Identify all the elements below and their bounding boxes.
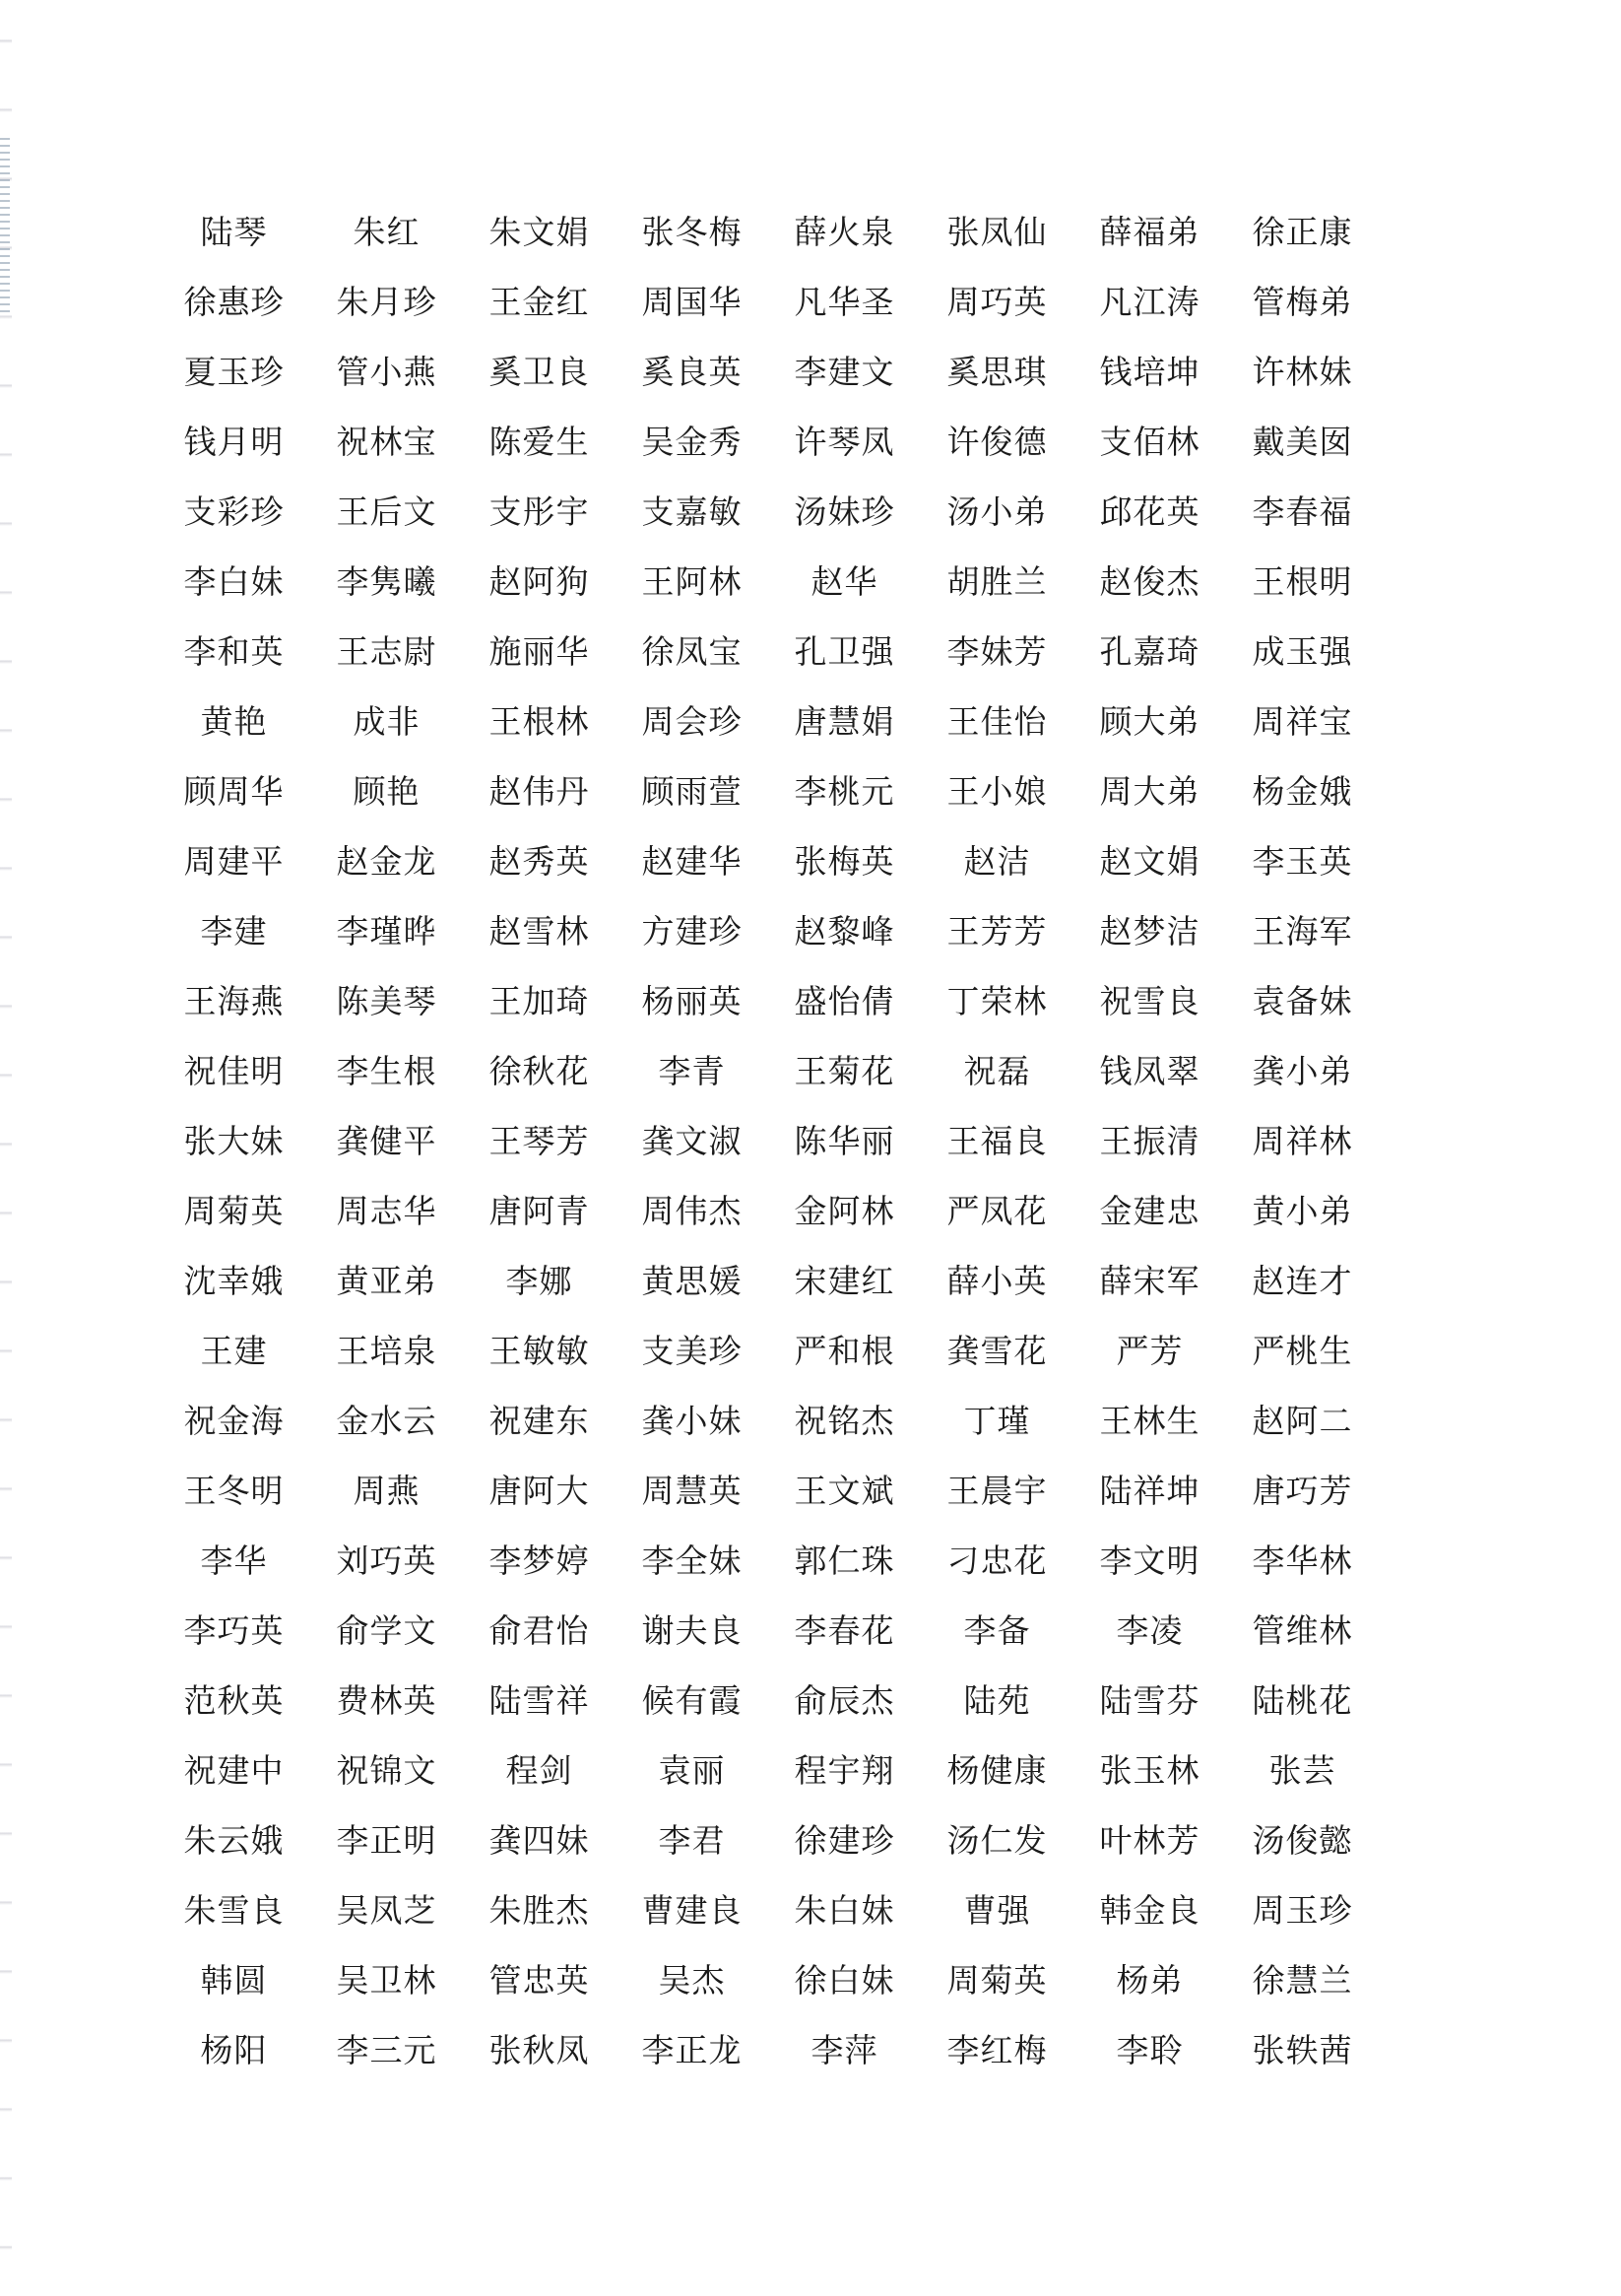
name-entry: 凡华圣 [794,283,895,321]
name-entry: 李正龙 [641,2031,743,2069]
name-entry: 李正明 [336,1821,437,1860]
name-entry: 汤小弟 [946,492,1048,531]
name-entry: 管小燕 [336,353,437,391]
name-entry: 曹强 [963,1891,1031,1930]
name-entry: 顾艳 [353,772,421,811]
name-entry: 唐巧芳 [1252,1472,1353,1510]
name-entry: 王志尉 [336,632,437,671]
name-entry: 杨金娥 [1252,772,1353,811]
name-entry: 王林生 [1099,1402,1200,1440]
name-entry: 朱红 [353,213,421,251]
name-entry: 王后文 [336,492,437,531]
name-entry: 丁瑾 [963,1402,1031,1440]
name-entry: 李萍 [810,2031,878,2069]
name-entry: 李君 [658,1821,726,1860]
name-entry: 夏玉珍 [183,353,285,391]
name-entry: 龚小弟 [1252,1052,1353,1090]
name-entry: 陈华丽 [794,1122,895,1160]
name-entry: 祝建中 [183,1751,285,1790]
name-entry: 朱雪良 [183,1891,285,1930]
name-entry: 王冬明 [183,1472,285,1510]
name-entry: 金阿林 [794,1192,895,1230]
name-entry: 王芳芳 [946,912,1048,951]
name-entry: 李聆 [1116,2031,1184,2069]
name-entry: 张轶茜 [1252,2031,1353,2069]
name-entry: 赵华 [810,562,878,601]
name-entry: 戴美囡 [1252,423,1353,461]
name-entry: 陆琴 [200,213,268,251]
name-entry: 杨阳 [200,2031,268,2069]
name-entry: 邱花英 [1099,492,1200,531]
name-entry: 陈美琴 [336,982,437,1020]
name-entry: 刘巧英 [336,1542,437,1580]
name-entry: 李梦婷 [488,1542,590,1580]
name-entry: 李隽曦 [336,562,437,601]
name-entry: 黄艳 [200,702,268,741]
name-entry: 成非 [353,702,421,741]
name-entry: 王根明 [1252,562,1353,601]
name-entry: 范秋英 [183,1681,285,1720]
name-entry: 管维林 [1252,1611,1353,1650]
name-entry: 李和英 [183,632,285,671]
name-entry: 袁丽 [658,1751,726,1790]
name-entry: 陆雪芬 [1099,1681,1200,1720]
name-entry: 张玉林 [1099,1751,1200,1790]
name-entry: 黄思媛 [641,1262,743,1300]
name-entry: 许俊德 [946,423,1048,461]
name-entry: 唐慧娟 [794,702,895,741]
name-list-grid [158,197,1398,2085]
name-entry: 赵洁 [963,842,1031,881]
name-entry: 李红梅 [946,2031,1048,2069]
name-entry: 周玉珍 [1252,1891,1353,1930]
name-entry: 王加琦 [488,982,590,1020]
name-entry: 陆桃花 [1252,1681,1353,1720]
name-entry: 张大妹 [183,1122,285,1160]
name-entry: 周巧英 [946,283,1048,321]
name-entry: 周燕 [353,1472,421,1510]
name-entry: 周伟杰 [641,1192,743,1230]
name-entry: 王金红 [488,283,590,321]
name-entry: 赵梦洁 [1099,912,1200,951]
name-entry: 钱凤翠 [1099,1052,1200,1090]
name-entry: 薛小英 [946,1262,1048,1300]
name-entry: 支佰林 [1099,423,1200,461]
name-entry: 徐凤宝 [641,632,743,671]
name-entry: 李娜 [505,1262,573,1300]
name-entry: 严和根 [794,1332,895,1370]
name-entry: 王文斌 [794,1472,895,1510]
name-entry: 朱文娟 [488,213,590,251]
name-entry: 龚健平 [336,1122,437,1160]
name-entry: 吴卫林 [336,1961,437,2000]
name-entry: 张冬梅 [641,213,743,251]
name-entry: 俞学文 [336,1611,437,1650]
name-entry: 支彩珍 [183,492,285,531]
name-entry: 李生根 [336,1052,437,1090]
name-entry: 祝林宝 [336,423,437,461]
name-entry: 李华林 [1252,1542,1353,1580]
name-entry: 费林英 [336,1681,437,1720]
name-entry: 俞君怡 [488,1611,590,1650]
name-entry: 袁备妹 [1252,982,1353,1020]
name-entry: 程宇翔 [794,1751,895,1790]
name-entry: 钱培坤 [1099,353,1200,391]
name-entry: 周会珍 [641,702,743,741]
name-entry: 祝金海 [183,1402,285,1440]
name-entry: 王佳怡 [946,702,1048,741]
name-entry: 奚良英 [641,353,743,391]
name-entry: 金建忠 [1099,1192,1200,1230]
name-entry: 李建文 [794,353,895,391]
scan-edge-artifact [0,0,12,2296]
name-entry: 管忠英 [488,1961,590,2000]
name-entry: 支彤宇 [488,492,590,531]
name-entry: 徐白妹 [794,1961,895,2000]
name-entry: 龚文淑 [641,1122,743,1160]
name-entry: 王敏敏 [488,1332,590,1370]
name-entry: 凡江涛 [1099,283,1200,321]
name-entry: 薛宋军 [1099,1262,1200,1300]
name-entry: 李春花 [794,1611,895,1650]
name-entry: 陆雪祥 [488,1681,590,1720]
name-entry: 祝锦文 [336,1751,437,1790]
name-entry: 赵金龙 [336,842,437,881]
name-entry: 薛福弟 [1099,213,1200,251]
name-entry: 盛怡倩 [794,982,895,1020]
name-entry: 徐正康 [1252,213,1353,251]
name-entry: 祝佳明 [183,1052,285,1090]
name-entry: 周祥宝 [1252,702,1353,741]
name-entry: 王琴芳 [488,1122,590,1160]
name-entry: 王海军 [1252,912,1353,951]
name-entry: 李白妹 [183,562,285,601]
name-entry: 王小娘 [946,772,1048,811]
name-entry: 杨丽英 [641,982,743,1020]
name-entry: 张凤仙 [946,213,1048,251]
name-entry: 严芳 [1116,1332,1184,1370]
name-entry: 赵文娟 [1099,842,1200,881]
name-entry: 周建平 [183,842,285,881]
name-entry: 汤妹珍 [794,492,895,531]
name-entry: 许林妹 [1252,353,1353,391]
name-entry: 韩金良 [1099,1891,1200,1930]
name-entry: 黄小弟 [1252,1192,1353,1230]
name-entry: 周大弟 [1099,772,1200,811]
name-entry: 王晨宇 [946,1472,1048,1510]
name-entry: 李玉英 [1252,842,1353,881]
name-entry: 赵俊杰 [1099,562,1200,601]
name-entry: 支嘉敏 [641,492,743,531]
name-entry: 许琴凤 [794,423,895,461]
name-entry: 祝磊 [963,1052,1031,1090]
name-entry: 孔嘉琦 [1099,632,1200,671]
name-entry: 金水云 [336,1402,437,1440]
name-entry: 汤仁发 [946,1821,1048,1860]
name-entry: 周国华 [641,283,743,321]
name-entry: 程剑 [505,1751,573,1790]
name-entry: 龚小妹 [641,1402,743,1440]
name-entry: 赵雪林 [488,912,590,951]
name-entry: 祝建东 [488,1402,590,1440]
name-entry: 赵连才 [1252,1262,1353,1300]
name-entry: 俞辰杰 [794,1681,895,1720]
name-entry: 朱月珍 [336,283,437,321]
name-entry: 李凌 [1116,1611,1184,1650]
name-entry: 赵建华 [641,842,743,881]
name-entry: 吴凤芝 [336,1891,437,1930]
name-entry: 叶林芳 [1099,1821,1200,1860]
name-entry: 李青 [658,1052,726,1090]
name-entry: 王根林 [488,702,590,741]
name-entry: 薛火泉 [794,213,895,251]
name-entry: 王福良 [946,1122,1048,1160]
name-entry: 李三元 [336,2031,437,2069]
name-entry: 杨弟 [1116,1961,1184,2000]
name-entry: 徐建珍 [794,1821,895,1860]
name-entry: 奚卫良 [488,353,590,391]
name-entry: 吴杰 [658,1961,726,2000]
name-entry: 陆祥坤 [1099,1472,1200,1510]
name-entry: 徐秋花 [488,1052,590,1090]
name-entry: 赵伟丹 [488,772,590,811]
name-entry: 顾雨萱 [641,772,743,811]
name-entry: 李备 [963,1611,1031,1650]
name-entry: 王菊花 [794,1052,895,1090]
name-entry: 管梅弟 [1252,283,1353,321]
name-entry: 曹建良 [641,1891,743,1930]
name-entry: 周慧英 [641,1472,743,1510]
name-entry: 刁忠花 [946,1542,1048,1580]
name-entry: 宋建红 [794,1262,895,1300]
name-entry: 李妹芳 [946,632,1048,671]
name-entry: 杨健康 [946,1751,1048,1790]
name-entry: 李建 [200,912,268,951]
name-entry: 龚四妹 [488,1821,590,1860]
name-entry: 丁荣林 [946,982,1048,1020]
name-entry: 祝雪良 [1099,982,1200,1020]
name-entry: 奚思琪 [946,353,1048,391]
name-entry: 李巧英 [183,1611,285,1650]
name-entry: 周菊英 [183,1192,285,1230]
name-entry: 韩圆 [200,1961,268,2000]
name-entry: 严凤花 [946,1192,1048,1230]
name-entry: 候有霞 [641,1681,743,1720]
name-entry: 王海燕 [183,982,285,1020]
name-entry: 张芸 [1268,1751,1336,1790]
name-entry: 张秋凤 [488,2031,590,2069]
name-entry: 朱白妹 [794,1891,895,1930]
name-entry: 唐阿青 [488,1192,590,1230]
name-entry: 胡胜兰 [946,562,1048,601]
name-entry: 赵阿二 [1252,1402,1353,1440]
name-entry: 王振清 [1099,1122,1200,1160]
name-entry: 严桃生 [1252,1332,1353,1370]
name-entry: 周祥林 [1252,1122,1353,1160]
name-entry: 成玉强 [1252,632,1353,671]
name-entry: 支美珍 [641,1332,743,1370]
name-entry: 龚雪花 [946,1332,1048,1370]
name-entry: 施丽华 [488,632,590,671]
name-entry: 陈爱生 [488,423,590,461]
name-entry: 钱月明 [183,423,285,461]
name-entry: 李瑾晔 [336,912,437,951]
name-entry: 吴金秀 [641,423,743,461]
name-entry: 祝铭杰 [794,1402,895,1440]
name-entry: 李文明 [1099,1542,1200,1580]
name-entry: 周志华 [336,1192,437,1230]
name-entry: 赵秀英 [488,842,590,881]
name-entry: 张梅英 [794,842,895,881]
name-entry: 陆苑 [963,1681,1031,1720]
name-entry: 谢夫良 [641,1611,743,1650]
name-entry: 李桃元 [794,772,895,811]
scan-edge-artifact [0,138,10,315]
name-entry: 赵阿狗 [488,562,590,601]
name-entry: 朱云娥 [183,1821,285,1860]
name-entry: 朱胜杰 [488,1891,590,1930]
name-entry: 唐阿大 [488,1472,590,1510]
name-entry: 王建 [200,1332,268,1370]
name-entry: 黄亚弟 [336,1262,437,1300]
name-entry: 汤俊懿 [1252,1821,1353,1860]
name-entry: 徐惠珍 [183,283,285,321]
name-entry: 李春福 [1252,492,1353,531]
name-entry: 李华 [200,1542,268,1580]
name-entry: 孔卫强 [794,632,895,671]
name-entry: 赵黎峰 [794,912,895,951]
name-entry: 顾大弟 [1099,702,1200,741]
name-entry: 王阿林 [641,562,743,601]
name-entry: 沈幸娥 [183,1262,285,1300]
name-entry: 李全妹 [641,1542,743,1580]
name-entry: 周菊英 [946,1961,1048,2000]
name-entry: 顾周华 [183,772,285,811]
name-entry: 徐慧兰 [1252,1961,1353,2000]
name-entry: 郭仁珠 [794,1542,895,1580]
name-entry: 王培泉 [336,1332,437,1370]
name-entry: 方建珍 [641,912,743,951]
